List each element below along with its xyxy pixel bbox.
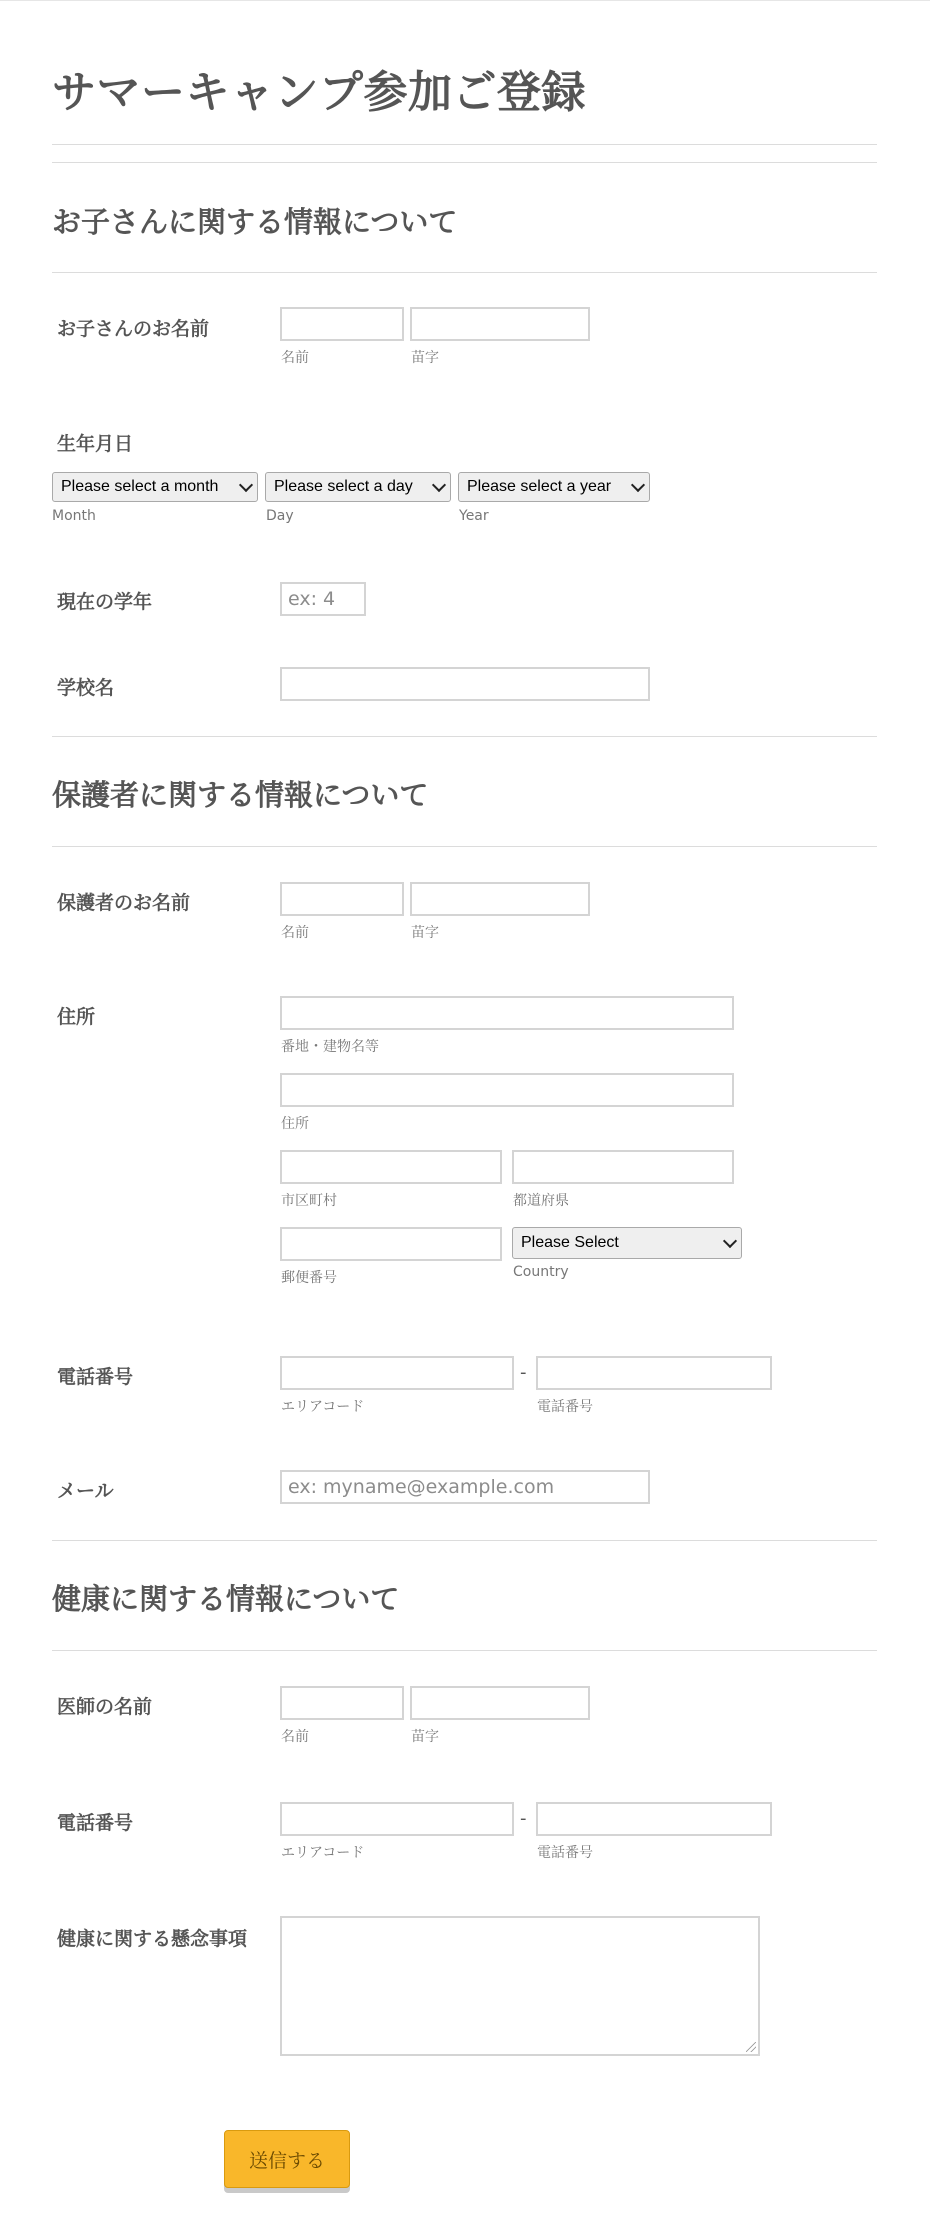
state-input[interactable]	[512, 1150, 734, 1184]
chevron-down-icon	[432, 478, 446, 492]
street-address-2-sublabel: 住所	[281, 1116, 309, 1132]
birth-month-select[interactable]	[52, 472, 258, 502]
doctor-last-name-input[interactable]	[410, 1686, 590, 1720]
doctor-phone-number-sublabel: 電話番号	[537, 1845, 593, 1861]
phone-dash: -	[520, 1362, 527, 1383]
guardian-name-label: 保護者のお名前	[57, 892, 191, 914]
birth-day-value: Please select a day	[274, 478, 413, 495]
divider	[52, 272, 877, 273]
birth-day-sublabel: Day	[266, 508, 294, 524]
divider	[52, 846, 877, 847]
guardian-phone-number-input[interactable]	[536, 1356, 772, 1390]
postal-code-input[interactable]	[280, 1227, 502, 1261]
school-input[interactable]	[280, 667, 650, 701]
birth-year-select[interactable]	[458, 472, 650, 502]
birth-year-sublabel: Year	[459, 508, 489, 524]
top-border	[0, 0, 930, 1]
child-last-name-input[interactable]	[410, 307, 590, 341]
grade-label: 現在の学年	[57, 591, 153, 613]
grade-input[interactable]	[280, 582, 366, 616]
birth-month-sublabel: Month	[52, 508, 96, 524]
health-section-title: 健康に関する情報について	[52, 1582, 400, 1616]
guardian-first-name-sublabel: 名前	[281, 925, 309, 941]
city-input[interactable]	[280, 1150, 502, 1184]
email-input[interactable]	[280, 1470, 650, 1504]
health-concerns-textarea[interactable]	[280, 1916, 760, 2056]
doctor-area-code-sublabel: エリアコード	[281, 1845, 365, 1861]
divider	[52, 1540, 877, 1541]
country-sublabel: Country	[513, 1264, 569, 1280]
email-label: メール	[57, 1480, 114, 1502]
birth-date-label: 生年月日	[57, 433, 134, 455]
birth-year-value: Please select a year	[467, 478, 612, 495]
guardian-phone-number-sublabel: 電話番号	[537, 1399, 593, 1415]
street-address-2-input[interactable]	[280, 1073, 734, 1107]
doctor-last-name-sublabel: 苗字	[411, 1729, 439, 1745]
submit-button[interactable]: 送信する	[224, 2130, 350, 2188]
divider	[52, 736, 877, 737]
resize-grip-icon[interactable]	[746, 2042, 756, 2052]
street-address-input[interactable]	[280, 996, 734, 1030]
school-label: 学校名	[57, 677, 115, 699]
city-sublabel: 市区町村	[281, 1193, 337, 1209]
divider	[52, 144, 877, 145]
doctor-name-label: 医師の名前	[57, 1696, 153, 1718]
country-value: Please Select	[521, 1234, 619, 1251]
doctor-phone-number-input[interactable]	[536, 1802, 772, 1836]
postal-code-sublabel: 郵便番号	[281, 1270, 337, 1286]
birth-day-select[interactable]	[265, 472, 451, 502]
guardian-section-title: 保護者に関する情報について	[52, 778, 429, 812]
doctor-first-name-sublabel: 名前	[281, 1729, 309, 1745]
chevron-down-icon	[723, 1234, 737, 1248]
country-select[interactable]	[512, 1227, 742, 1259]
form-title: サマーキャンプ参加ご登録	[52, 67, 586, 118]
guardian-area-code-input[interactable]	[280, 1356, 514, 1390]
guardian-last-name-input[interactable]	[410, 882, 590, 916]
street-address-sublabel: 番地・建物名等	[281, 1039, 379, 1055]
child-name-label: お子さんのお名前	[57, 318, 210, 340]
address-label: 住所	[57, 1006, 96, 1028]
child-first-name-sublabel: 名前	[281, 350, 309, 366]
chevron-down-icon	[239, 478, 253, 492]
phone-dash: -	[520, 1808, 527, 1829]
child-section-title: お子さんに関する情報について	[52, 205, 458, 239]
child-first-name-input[interactable]	[280, 307, 404, 341]
state-sublabel: 都道府県	[513, 1193, 569, 1209]
divider	[52, 162, 877, 163]
doctor-phone-label: 電話番号	[57, 1812, 134, 1834]
guardian-area-code-sublabel: エリアコード	[281, 1399, 365, 1415]
doctor-area-code-input[interactable]	[280, 1802, 514, 1836]
guardian-first-name-input[interactable]	[280, 882, 404, 916]
guardian-last-name-sublabel: 苗字	[411, 925, 439, 941]
guardian-phone-label: 電話番号	[57, 1366, 134, 1388]
child-last-name-sublabel: 苗字	[411, 350, 439, 366]
divider	[52, 1650, 877, 1651]
health-concerns-label: 健康に関する懸念事項	[57, 1928, 248, 1950]
doctor-first-name-input[interactable]	[280, 1686, 404, 1720]
chevron-down-icon	[631, 478, 645, 492]
birth-month-value: Please select a month	[61, 478, 219, 495]
